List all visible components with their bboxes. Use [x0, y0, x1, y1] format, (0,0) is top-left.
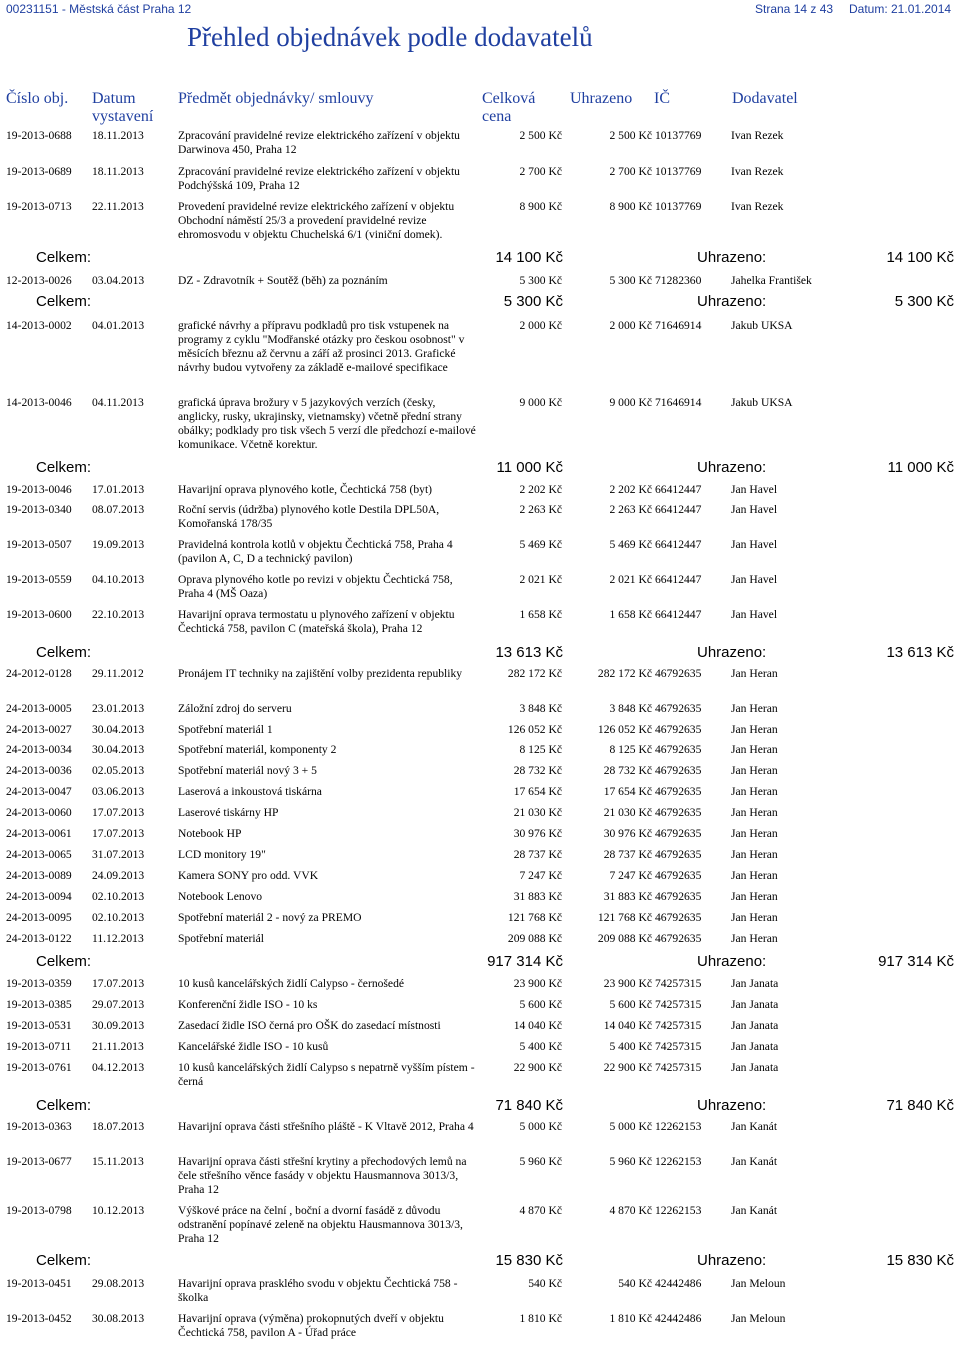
supplier-name: Jakub UKSA [731, 319, 793, 332]
supplier-name: Jan Heran [731, 869, 778, 882]
report-date: Datum: 21.01.2014 [849, 2, 952, 16]
order-date: 30.09.2013 [92, 1019, 145, 1032]
supplier-name: Jan Heran [731, 827, 778, 840]
order-subject: Oprava plynového kotle po revizi v objektu Čechtická 758, Praha 4 (MŠ Oaza) [178, 573, 453, 600]
order-paid: 5 469 Kč [609, 538, 652, 551]
order-price: 1 810 Kč [519, 1312, 562, 1325]
order-date: 18.11.2013 [92, 165, 144, 178]
order-number: 19-2013-0451 [6, 1277, 72, 1290]
supplier-name: Jan Heran [731, 785, 778, 798]
order-date: 03.06.2013 [92, 785, 145, 798]
order-number: 24-2013-0095 [6, 911, 72, 924]
order-subject: Havarijní oprava prasklého svodu v objektu Čechtická 758 - školka [178, 1277, 458, 1304]
order-price: 28 737 Kč [513, 848, 562, 861]
order-subject: Zpracování pravidelné revize elektrického zařízení v objektu Darwinova 450, Praha 12 [178, 129, 460, 156]
order-paid: 28 732 Kč [603, 764, 652, 777]
group-total-row [0, 458, 960, 478]
order-number: 24-2013-0122 [6, 932, 72, 945]
supplier-name: Jakub UKSA [731, 396, 793, 409]
order-number: 19-2013-0359 [6, 977, 72, 990]
supplier-name: Jan Heran [731, 932, 778, 945]
supplier-ic: 71646914 [655, 319, 702, 332]
order-number: 19-2013-0559 [6, 573, 72, 586]
supplier-ic: 74257315 [655, 1019, 702, 1032]
order-price: 5 000 Kč [519, 1120, 562, 1133]
group-total-row [0, 952, 960, 972]
order-paid: 23 900 Kč [603, 977, 652, 990]
order-date: 24.09.2013 [92, 869, 145, 882]
order-paid: 540 Kč [618, 1277, 652, 1290]
total-label: Celkem: [36, 644, 92, 661]
supplier-ic: 12262153 [655, 1204, 702, 1217]
order-date: 08.07.2013 [92, 503, 145, 516]
order-price: 23 900 Kč [513, 977, 562, 990]
group-total-paid: 14 100 Kč [886, 249, 954, 266]
order-subject: Laserové tiskárny HP [178, 806, 279, 819]
order-subject: Spotřební materiál 1 [178, 723, 273, 736]
paid-label: Uhrazeno: [697, 249, 767, 266]
order-date: 10.12.2013 [92, 1204, 145, 1217]
group-total-row [0, 292, 960, 312]
supplier-name: Jan Heran [731, 667, 778, 680]
order-number: 19-2013-0385 [6, 998, 72, 1011]
supplier-ic: 46792635 [655, 827, 702, 840]
page-number: Strana 14 z 43 [755, 2, 834, 16]
supplier-name: Ivan Rezek [731, 129, 784, 142]
paid-label: Uhrazeno: [697, 1252, 767, 1269]
order-number: 19-2013-0507 [6, 538, 72, 551]
supplier-ic: 46792635 [655, 890, 702, 903]
order-paid: 282 172 Kč [597, 667, 652, 680]
group-total: 13 613 Kč [495, 644, 563, 661]
order-subject: Výškové práce na čelní , boční a dvorní fasádě z důvodu odstranění popínavé zeleně na objektu Hausmannova 3013/3, Praha 12 [178, 1204, 463, 1245]
order-number: 14-2013-0002 [6, 319, 72, 332]
supplier-ic: 71646914 [655, 396, 702, 409]
order-price: 5 600 Kč [519, 998, 562, 1011]
order-paid: 17 654 Kč [603, 785, 652, 798]
supplier-ic: 74257315 [655, 977, 702, 990]
order-date: 18.07.2013 [92, 1120, 145, 1133]
order-number: 19-2013-0452 [6, 1312, 72, 1325]
order-price: 30 976 Kč [513, 827, 562, 840]
order-price: 17 654 Kč [513, 785, 562, 798]
order-number: 19-2013-0677 [6, 1155, 72, 1168]
order-date: 21.11.2013 [92, 1040, 144, 1053]
order-number: 19-2013-0713 [6, 200, 72, 213]
order-date: 02.10.2013 [92, 890, 145, 903]
supplier-ic: 42442486 [655, 1312, 702, 1325]
supplier-ic: 10137769 [655, 165, 702, 178]
total-label: Celkem: [36, 1252, 92, 1269]
order-price: 21 030 Kč [513, 806, 562, 819]
order-price: 2 021 Kč [519, 573, 562, 586]
order-date: 02.05.2013 [92, 764, 145, 777]
supplier-name: Jan Heran [731, 806, 778, 819]
order-subject: Záložní zdroj do serveru [178, 702, 292, 715]
order-price: 282 172 Kč [507, 667, 562, 680]
paid-label: Uhrazeno: [697, 1097, 767, 1114]
supplier-ic: 46792635 [655, 848, 702, 861]
order-subject: Kamera SONY pro odd. VVK [178, 869, 319, 882]
order-number: 19-2013-0798 [6, 1204, 72, 1217]
order-paid: 5 960 Kč [609, 1155, 652, 1168]
order-paid: 5 300 Kč [609, 274, 652, 287]
order-paid: 28 737 Kč [603, 848, 652, 861]
paid-label: Uhrazeno: [697, 459, 767, 476]
order-date: 17.01.2013 [92, 483, 145, 496]
order-paid: 2 700 Kč [609, 165, 652, 178]
order-paid: 2 263 Kč [609, 503, 652, 516]
group-total-paid: 71 840 Kč [886, 1097, 954, 1114]
order-number: 24-2013-0061 [6, 827, 72, 840]
order-price: 209 088 Kč [507, 932, 562, 945]
order-price: 2 700 Kč [519, 165, 562, 178]
supplier-name: Jan Havel [731, 573, 778, 586]
order-date: 30.08.2013 [92, 1312, 145, 1325]
supplier-name: Jan Janata [731, 1019, 779, 1032]
order-price: 2 500 Kč [519, 129, 562, 142]
order-date: 04.11.2013 [92, 396, 144, 409]
supplier-name: Jan Havel [731, 503, 778, 516]
order-subject: Havarijní oprava části střešního pláště - K Vltavě 2012, Praha 4 [178, 1120, 474, 1133]
order-subject: 10 kusů kancelářských židlí Calypso s nepatrně vyšším pístem - černá [178, 1061, 475, 1088]
order-subject: Zpracování pravidelné revize elektrického zařízení v objektu Podchýšská 109, Praha 12 [178, 165, 460, 192]
order-number: 19-2013-0046 [6, 483, 72, 496]
order-price: 8 900 Kč [519, 200, 562, 213]
order-date: 17.07.2013 [92, 827, 145, 840]
group-total-row [0, 1096, 960, 1116]
supplier-ic: 46792635 [655, 743, 702, 756]
page-title: Přehled objednávek podle dodavatelů [187, 22, 593, 52]
order-subject: Pravidelná kontrola kotlů v objektu Čechtická 758, Praha 4 (pavilon A, C, D a technický pavilon) [178, 538, 453, 565]
supplier-ic: 10137769 [655, 129, 702, 142]
order-date: 17.07.2013 [92, 977, 145, 990]
order-paid: 7 247 Kč [609, 869, 652, 882]
order-date: 15.11.2013 [92, 1155, 144, 1168]
order-price: 14 040 Kč [513, 1019, 562, 1032]
order-paid: 4 870 Kč [609, 1204, 652, 1217]
order-date: 22.11.2013 [92, 200, 144, 213]
order-subject: Spotřební materiál [178, 932, 264, 945]
order-paid: 2 021 Kč [609, 573, 652, 586]
supplier-name: Ivan Rezek [731, 200, 784, 213]
supplier-name: Jan Janata [731, 1061, 779, 1074]
supplier-name: Jan Havel [731, 483, 778, 496]
paid-label: Uhrazeno: [697, 953, 767, 970]
order-price: 1 658 Kč [519, 608, 562, 621]
order-date: 30.04.2013 [92, 743, 145, 756]
order-price: 540 Kč [528, 1277, 562, 1290]
order-date: 30.04.2013 [92, 723, 145, 736]
order-subject: Spotřební materiál, komponenty 2 [178, 743, 337, 756]
order-date: 19.09.2013 [92, 538, 145, 551]
supplier-name: Jan Meloun [731, 1277, 786, 1290]
order-subject: Roční servis (údržba) plynového kotle Destila DPL50A, Komořanská 178/35 [178, 503, 440, 530]
supplier-name: Jan Janata [731, 998, 779, 1011]
order-subject: Havarijní oprava části střešní krytiny a přechodových lemů na čele střešního věnce fasády v objektu Hausmannova 3013/3, Praha 12 [178, 1155, 467, 1196]
order-price: 4 870 Kč [519, 1204, 562, 1217]
order-subject: Notebook HP [178, 827, 242, 840]
order-price: 2 000 Kč [519, 319, 562, 332]
order-paid: 1 658 Kč [609, 608, 652, 621]
supplier-name: Jan Kanát [731, 1155, 778, 1168]
order-date: 31.07.2013 [92, 848, 145, 861]
organization-name: 00231151 - Městská část Praha 12 [6, 2, 192, 16]
supplier-name: Jan Janata [731, 1040, 779, 1053]
order-date: 03.04.2013 [92, 274, 145, 287]
order-date: 17.07.2013 [92, 806, 145, 819]
group-total-paid: 15 830 Kč [886, 1252, 954, 1269]
group-total-paid: 11 000 Kč [887, 459, 954, 476]
order-paid: 9 000 Kč [609, 396, 652, 409]
order-paid: 5 400 Kč [609, 1040, 652, 1053]
order-paid: 1 810 Kč [609, 1312, 652, 1325]
column-header-subject: Předmět objednávky/ smlouvy [178, 90, 374, 107]
order-paid: 121 768 Kč [597, 911, 652, 924]
supplier-ic: 66412447 [655, 573, 702, 586]
group-total: 15 830 Kč [495, 1252, 563, 1269]
supplier-ic: 46792635 [655, 723, 702, 736]
order-paid: 5 000 Kč [609, 1120, 652, 1133]
order-price: 126 052 Kč [507, 723, 562, 736]
order-subject: DZ - Zdravotník + Soutěž (běh) za poznáním [178, 274, 388, 287]
supplier-name: Jan Heran [731, 848, 778, 861]
order-number: 24-2013-0089 [6, 869, 72, 882]
order-number: 19-2013-0531 [6, 1019, 72, 1032]
supplier-name: Jan Havel [731, 608, 778, 621]
supplier-ic: 46792635 [655, 785, 702, 798]
order-paid: 126 052 Kč [597, 723, 652, 736]
total-label: Celkem: [36, 1097, 92, 1114]
supplier-ic: 46792635 [655, 702, 702, 715]
column-header-date: Datum vystavení [92, 90, 154, 125]
order-price: 3 848 Kč [519, 702, 562, 715]
group-total-paid: 917 314 Kč [878, 953, 954, 970]
order-number: 19-2013-0600 [6, 608, 72, 621]
supplier-name: Jahelka František [731, 274, 812, 287]
supplier-ic: 66412447 [655, 503, 702, 516]
order-paid: 2 000 Kč [609, 319, 652, 332]
supplier-ic: 66412447 [655, 538, 702, 551]
order-date: 02.10.2013 [92, 911, 145, 924]
order-price: 8 125 Kč [519, 743, 562, 756]
order-number: 19-2013-0363 [6, 1120, 72, 1133]
supplier-ic: 74257315 [655, 998, 702, 1011]
total-label: Celkem: [36, 953, 92, 970]
supplier-name: Jan Heran [731, 911, 778, 924]
supplier-name: Jan Heran [731, 764, 778, 777]
order-subject: Havarijní oprava termostatu u plynového zařízení v objektu Čechtická 758, pavilon C (mateřská škola), Praha 12 [178, 608, 455, 635]
order-price: 7 247 Kč [519, 869, 562, 882]
group-total: 917 314 Kč [487, 953, 563, 970]
supplier-name: Jan Janata [731, 977, 779, 990]
order-subject: 10 kusů kancelářských židlí Calypso - černošedé [178, 977, 405, 990]
supplier-name: Jan Meloun [731, 1312, 786, 1325]
order-subject: Pronájem IT techniky na zajištění volby prezidenta republiky [178, 667, 463, 680]
order-paid: 22 900 Kč [603, 1061, 652, 1074]
order-price: 5 400 Kč [519, 1040, 562, 1053]
total-label: Celkem: [36, 293, 92, 310]
order-date: 04.12.2013 [92, 1061, 145, 1074]
supplier-name: Jan Havel [731, 538, 778, 551]
group-total-paid: 13 613 Kč [886, 644, 954, 661]
order-paid: 8 125 Kč [609, 743, 652, 756]
order-paid: 21 030 Kč [603, 806, 652, 819]
order-price: 9 000 Kč [519, 396, 562, 409]
supplier-ic: 12262153 [655, 1155, 702, 1168]
supplier-ic: 12262153 [655, 1120, 702, 1133]
supplier-name: Ivan Rezek [731, 165, 784, 178]
order-number: 19-2013-0761 [6, 1061, 72, 1074]
supplier-name: Jan Heran [731, 890, 778, 903]
order-paid: 31 883 Kč [603, 890, 652, 903]
order-number: 24-2013-0065 [6, 848, 72, 861]
order-paid: 2 202 Kč [609, 483, 652, 496]
order-price: 28 732 Kč [513, 764, 562, 777]
order-date: 29.08.2013 [92, 1277, 145, 1290]
order-number: 24-2013-0060 [6, 806, 72, 819]
order-number: 12-2013-0026 [6, 274, 72, 287]
group-total-row [0, 1251, 960, 1271]
order-price: 5 300 Kč [519, 274, 562, 287]
column-header-number: Číslo obj. [6, 90, 69, 107]
group-total: 71 840 Kč [495, 1097, 563, 1114]
order-subject: Zasedací židle ISO černá pro OŠK do zasedací místnosti [178, 1019, 441, 1032]
column-header-paid: Uhrazeno [570, 90, 633, 107]
total-label: Celkem: [36, 249, 92, 266]
order-price: 2 263 Kč [519, 503, 562, 516]
supplier-ic: 71282360 [655, 274, 702, 287]
supplier-name: Jan Heran [731, 702, 778, 715]
order-number: 19-2013-0688 [6, 129, 72, 142]
column-header-ic: IČ [654, 90, 670, 107]
supplier-ic: 46792635 [655, 764, 702, 777]
order-date: 11.12.2013 [92, 932, 144, 945]
order-subject: LCD monitory 19" [178, 848, 266, 861]
order-paid: 5 600 Kč [609, 998, 652, 1011]
group-total-row [0, 643, 960, 663]
order-date: 18.11.2013 [92, 129, 144, 142]
order-number: 14-2013-0046 [6, 396, 72, 409]
order-price: 22 900 Kč [513, 1061, 562, 1074]
order-number: 19-2013-0711 [6, 1040, 72, 1053]
order-subject: Kancelářské židle ISO - 10 kusů [178, 1040, 329, 1053]
order-number: 19-2013-0340 [6, 503, 72, 516]
order-subject: Havarijní oprava plynového kotle, Čechtická 758 (byt) [178, 483, 433, 496]
supplier-name: Jan Heran [731, 743, 778, 756]
order-subject: Notebook Lenovo [178, 890, 263, 903]
order-date: 22.10.2013 [92, 608, 145, 621]
column-header-supplier: Dodavatel [732, 90, 798, 107]
order-price: 5 469 Kč [519, 538, 562, 551]
total-label: Celkem: [36, 459, 92, 476]
paid-label: Uhrazeno: [697, 644, 767, 661]
supplier-name: Jan Kanát [731, 1204, 778, 1217]
order-number: 24-2013-0094 [6, 890, 72, 903]
order-price: 121 768 Kč [507, 911, 562, 924]
column-header-price: Celková cena [482, 90, 536, 125]
order-number: 24-2013-0034 [6, 743, 72, 756]
order-subject: grafické návrhy a přípravu podkladů pro tisk vstupenek na programy z cyklu "Modřanské otázky pro českou osobnost" v měsících březnu až červnu a září až prosinci 2013. Grafické návrhy budou vytvořeny za základě e-mailové specifikace [178, 319, 465, 374]
supplier-ic: 42442486 [655, 1277, 702, 1290]
order-subject: Konferenční židle ISO - 10 ks [178, 998, 318, 1011]
order-date: 04.01.2013 [92, 319, 145, 332]
order-number: 24-2012-0128 [6, 667, 72, 680]
order-date: 04.10.2013 [92, 573, 145, 586]
supplier-ic: 46792635 [655, 667, 702, 680]
order-paid: 209 088 Kč [597, 932, 652, 945]
order-number: 19-2013-0689 [6, 165, 72, 178]
supplier-ic: 66412447 [655, 483, 702, 496]
group-total: 14 100 Kč [495, 249, 563, 266]
order-date: 23.01.2013 [92, 702, 145, 715]
order-price: 5 960 Kč [519, 1155, 562, 1168]
order-subject: Havarijní oprava (výměna) prokopnutých dveří v objektu Čechtická 758, pavilon A - Úřad práce [178, 1312, 444, 1339]
supplier-ic: 66412447 [655, 608, 702, 621]
order-paid: 2 500 Kč [609, 129, 652, 142]
order-price: 31 883 Kč [513, 890, 562, 903]
order-subject: Laserová a inkoustová tiskárna [178, 785, 322, 798]
order-paid: 14 040 Kč [603, 1019, 652, 1032]
supplier-ic: 74257315 [655, 1061, 702, 1074]
supplier-ic: 46792635 [655, 806, 702, 819]
supplier-ic: 46792635 [655, 911, 702, 924]
order-price: 2 202 Kč [519, 483, 562, 496]
supplier-ic: 10137769 [655, 200, 702, 213]
order-date: 29.07.2013 [92, 998, 145, 1011]
order-paid: 30 976 Kč [603, 827, 652, 840]
supplier-ic: 46792635 [655, 869, 702, 882]
order-number: 24-2013-0027 [6, 723, 72, 736]
order-number: 24-2013-0036 [6, 764, 72, 777]
order-number: 24-2013-0047 [6, 785, 72, 798]
group-total: 5 300 Kč [503, 293, 563, 310]
order-paid: 3 848 Kč [609, 702, 652, 715]
supplier-name: Jan Kanát [731, 1120, 778, 1133]
supplier-name: Jan Heran [731, 723, 778, 736]
order-paid: 8 900 Kč [609, 200, 652, 213]
supplier-ic: 74257315 [655, 1040, 702, 1053]
supplier-ic: 46792635 [655, 932, 702, 945]
order-number: 24-2013-0005 [6, 702, 72, 715]
order-subject: Spotřební materiál 2 - nový za PREMO [178, 911, 362, 924]
group-total-row [0, 248, 960, 268]
order-subject: Spotřební materiál nový 3 + 5 [178, 764, 317, 777]
order-subject: Provedení pravidelné revize elektrického zařízení v objektu Obchodní náměstí 25/3 a provedení pravidelné revize ehromosvodu v objektu Chuchelská 6/1 (viniční domek). [178, 200, 455, 241]
group-total-paid: 5 300 Kč [894, 293, 954, 310]
order-date: 29.11.2012 [92, 667, 144, 680]
group-total: 11 000 Kč [496, 459, 563, 476]
paid-label: Uhrazeno: [697, 293, 767, 310]
order-subject: grafická úprava brožury v 5 jazykových verzích (česky, anglicky, rusky, ukrajinsky, vietnamsky) včetně přední strany obálky; podklady pro tisk všech 5 verzí dle předchozí e-mailové komunikace. Včetně korektur. [178, 396, 476, 451]
